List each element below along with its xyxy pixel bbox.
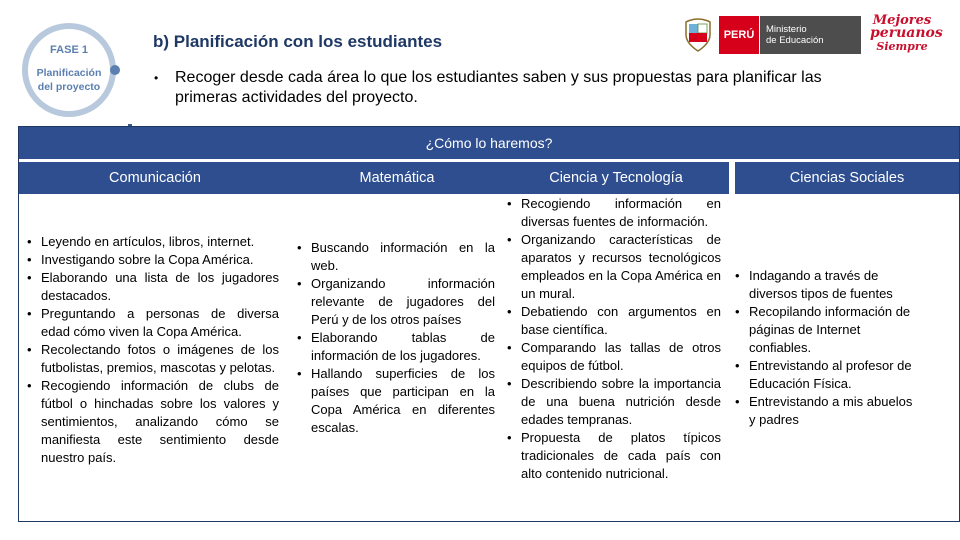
- ministry-name: [760, 16, 861, 54]
- list-item: • Indagando a través de diversos tipos de fuentes: [735, 267, 917, 303]
- slogan-line3: Siempre: [876, 40, 928, 53]
- intro-text: Recoger desde cada área lo que los estudiantes saben y sus propuestas para planificar las primeras actividades del proyecto.: [175, 69, 822, 106]
- ministry-line2: de Educación: [766, 35, 824, 46]
- phase-name-line1: Planificación: [36, 67, 102, 79]
- list-item: • Entrevistando al profesor de Educación Física.: [735, 357, 917, 393]
- list-item: • Comparando las tallas de otros equipos de fútbol.: [507, 339, 721, 375]
- list-item: • Describiendo sobre la importancia de una buena nutrición desde edades tempranas.: [507, 375, 721, 429]
- column-comunicacion: [27, 233, 279, 467]
- page-title: b) Planificación con los estudiantes: [153, 32, 443, 51]
- column-header-sociales: Ciencias Sociales: [735, 162, 959, 194]
- list-item: • Recolectando fotos o imágenes de los futbolistas, premios, mascotas y pelotas.: [27, 341, 279, 377]
- column-header-ciencia: Ciencia y Tecnología: [503, 162, 729, 194]
- slogan-line1: Mejores: [872, 13, 932, 28]
- list-item: • Investigando sobre la Copa América.: [27, 251, 279, 269]
- phase-name: [22, 66, 116, 94]
- list-item: • Debatiendo con argumentos en base científica.: [507, 303, 721, 339]
- column-matematica: [297, 239, 495, 437]
- list-item: • Hallando superficies de los países que participan en la Copa América en diferentes escalas.: [297, 365, 495, 437]
- phase-badge: [22, 18, 128, 124]
- list-item: • Elaborando tablas de información de los jugadores.: [297, 329, 495, 365]
- list-item: • Recogiendo información en diversas fuentes de información.: [507, 195, 721, 231]
- list-item: • Recopilando información de páginas de Internet confiables.: [735, 303, 917, 357]
- list-item: • Preguntando a personas de diversa edad cómo viven la Copa América.: [27, 305, 279, 341]
- list-item: • Elaborando una lista de los jugadores destacados.: [27, 269, 279, 305]
- activities-table: [18, 126, 960, 522]
- bullet-icon: •: [154, 71, 159, 85]
- column-header-matematica: Matemática: [291, 162, 503, 194]
- phase-name-line2: del proyecto: [37, 81, 101, 93]
- slogan-line2: peruanos: [870, 25, 943, 41]
- list-item: • Recogiendo información de clubs de fútbol o hinchadas sobre los valores y sentimientos, analizando cómo se manifiesta este sentimiento desde nuestro país.: [27, 377, 279, 467]
- list-item: • Leyendo en artículos, libros, internet.: [27, 233, 279, 251]
- column-sociales: [735, 267, 917, 429]
- list-item: • Organizando características de aparatos y recursos tecnológicos empleados en la Copa América en un mural.: [507, 231, 721, 303]
- slogan-logo: [870, 13, 943, 53]
- list-item: • Entrevistando a mis abuelos y padres: [735, 393, 917, 429]
- column-ciencia: [507, 195, 721, 483]
- phase-label: FASE 1: [50, 44, 88, 56]
- table-header: ¿Cómo lo haremos?: [19, 127, 959, 159]
- list-item: • Buscando información en la web.: [297, 239, 495, 275]
- list-item: • Organizando información relevante de jugadores del Perú y de los otros países: [297, 275, 495, 329]
- coat-of-arms-icon: [683, 18, 713, 52]
- column-header-comunicacion: Comunicación: [19, 162, 291, 194]
- peru-label: PERÚ: [719, 16, 759, 54]
- ministry-logo: [683, 16, 863, 54]
- ministry-line1: Ministerio: [766, 24, 807, 35]
- list-item: • Propuesta de platos típicos tradicionales de cada país con alto contenido nutricional.: [507, 429, 721, 483]
